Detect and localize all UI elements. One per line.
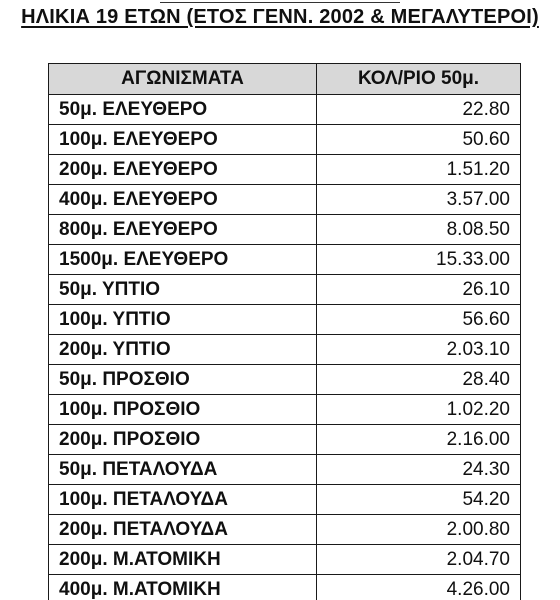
table-row	[49, 365, 521, 395]
qualifying-time: 1.02.20	[317, 395, 521, 425]
event-name: 400μ. ΕΛΕΥΘΕΡΟ	[49, 185, 317, 215]
table-row	[49, 95, 521, 125]
qualifying-time: 56.60	[317, 305, 521, 335]
table-row	[49, 185, 521, 215]
table-row	[49, 125, 521, 155]
time-column-header: ΚΟΛ/ΡΙΟ 50μ.	[317, 64, 521, 95]
event-name: 200μ. Μ.ΑΤΟΜΙΚΗ	[49, 545, 317, 575]
qualifying-time: 2.04.70	[317, 545, 521, 575]
table-row	[49, 425, 521, 455]
qualifying-time: 2.03.10	[317, 335, 521, 365]
event-name: 100μ. ΕΛΕΥΘΕΡΟ	[49, 125, 317, 155]
table-row	[49, 395, 521, 425]
event-name: 800μ. ΕΛΕΥΘΕΡΟ	[49, 215, 317, 245]
table-row	[49, 155, 521, 185]
qualifying-time: 54.20	[317, 485, 521, 515]
qualifying-time: 15.33.00	[317, 245, 521, 275]
qualifying-time: 8.08.50	[317, 215, 521, 245]
top-divider	[160, 2, 400, 3]
event-name: 200μ. ΥΠΤΙΟ	[49, 335, 317, 365]
table-row	[49, 215, 521, 245]
qualifying-time: 2.00.80	[317, 515, 521, 545]
table-header-row	[49, 64, 521, 95]
table-row	[49, 515, 521, 545]
table-row	[49, 455, 521, 485]
event-name: 50μ. ΥΠΤΙΟ	[49, 275, 317, 305]
event-name: 100μ. ΠΕΤΑΛΟΥΔΑ	[49, 485, 317, 515]
qualifying-time: 50.60	[317, 125, 521, 155]
event-name: 50μ. ΠΡΟΣΘΙΟ	[49, 365, 317, 395]
events-column-header: ΑΓΩΝΙΣΜΑΤΑ	[49, 64, 317, 95]
event-name: 50μ. ΕΛΕΥΘΕΡΟ	[49, 95, 317, 125]
event-name: 200μ. ΕΛΕΥΘΕΡΟ	[49, 155, 317, 185]
event-name: 1500μ. ΕΛΕΥΘΕΡΟ	[49, 245, 317, 275]
event-name: 100μ. ΥΠΤΙΟ	[49, 305, 317, 335]
event-name: 200μ. ΠΡΟΣΘΙΟ	[49, 425, 317, 455]
qualifying-time: 2.16.00	[317, 425, 521, 455]
table-row	[49, 335, 521, 365]
table-row	[49, 245, 521, 275]
qualifying-time: 24.30	[317, 455, 521, 485]
table-row	[49, 545, 521, 575]
event-name: 100μ. ΠΡΟΣΘΙΟ	[49, 395, 317, 425]
table-row	[49, 485, 521, 515]
event-name: 400μ. Μ.ΑΤΟΜΙΚΗ	[49, 575, 317, 600]
event-name: 50μ. ΠΕΤΑΛΟΥΔΑ	[49, 455, 317, 485]
qualifying-time: 22.80	[317, 95, 521, 125]
event-name: 200μ. ΠΕΤΑΛΟΥΔΑ	[49, 515, 317, 545]
table-row	[49, 275, 521, 305]
age-group-heading: ΗΛΙΚΙΑ 19 ΕΤΩΝ (ΕΤΟΣ ΓΕΝΝ. 2002 & ΜΕΓΑΛΥΤΕΡΟΙ)	[21, 6, 539, 28]
qualifying-time: 26.10	[317, 275, 521, 305]
qualifying-times-table	[48, 63, 521, 600]
qualifying-time: 1.51.20	[317, 155, 521, 185]
qualifying-time: 28.40	[317, 365, 521, 395]
qualifying-time: 4.26.00	[317, 575, 521, 600]
qualifying-time: 3.57.00	[317, 185, 521, 215]
table-row	[49, 305, 521, 335]
table-row	[49, 575, 521, 600]
